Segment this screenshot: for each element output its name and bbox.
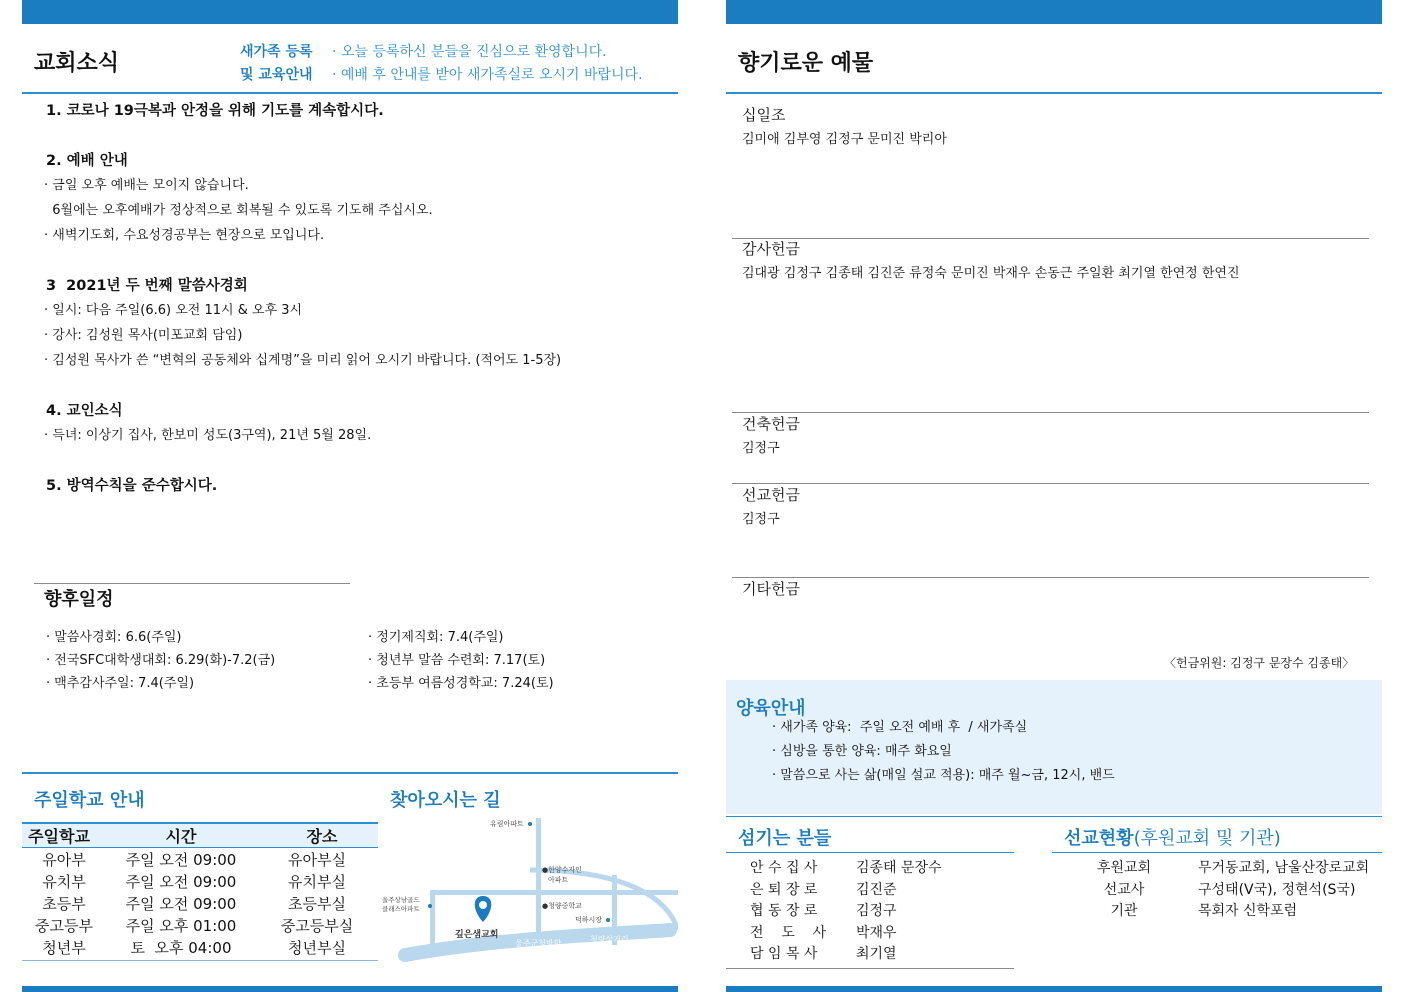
column-header: 장소 xyxy=(306,827,338,846)
map-label: 울주상남골드 xyxy=(382,896,420,904)
schedule-item: · 정기제직회: 7.4(주일) xyxy=(368,630,504,645)
bottom-bar-left xyxy=(22,986,678,992)
news-heading-5: 5. 방역수칙을 준수합시다. xyxy=(46,478,218,494)
map-church-label: 깊은샘교회 xyxy=(455,930,499,940)
offering-label: 건축헌금 xyxy=(742,415,800,433)
newcomer-line-2: · 예배 후 안내를 받아 새가족실로 오시기 바랍니다. xyxy=(332,67,643,83)
servants-list xyxy=(750,858,942,966)
schedule-item: · 초등부 여름성경학교: 7.24(토) xyxy=(368,676,554,691)
sunday-school-table xyxy=(22,824,378,847)
map-label: 울주군청방향 xyxy=(515,939,562,948)
servants-underline xyxy=(726,852,1014,853)
table-cell: 주일 오전 09:00 xyxy=(125,872,237,891)
table-cell: 주일 오전 09:00 xyxy=(125,850,237,869)
nurture-item: · 새가족 양육: 주일 오전 예배 후 / 새가족실 xyxy=(772,720,1028,735)
mission-value: 목회자 신학포럼 xyxy=(1198,903,1298,919)
servant-role: 안 수 집 사 xyxy=(750,860,818,876)
table-cell: 유아부실 xyxy=(288,850,346,869)
servant-role: 은 퇴 장 로 xyxy=(750,881,818,898)
servant-name: 김정구 xyxy=(856,903,897,919)
mission-value: 구성태(V국), 정현석(S국) xyxy=(1198,881,1356,898)
mission-list xyxy=(1080,858,1369,923)
mission-type: 후원교회 xyxy=(1096,860,1152,876)
offering-label: 감사헌금 xyxy=(742,240,800,258)
table-cell: 유치부 xyxy=(42,872,86,891)
map-label: 덕하시장 xyxy=(575,916,603,924)
map-label: 유림아파트 xyxy=(490,820,524,828)
lower-rule-left xyxy=(22,772,678,774)
page-title: 교회소식 xyxy=(34,51,120,76)
mission-row xyxy=(1080,880,1369,902)
news-heading-3: 3 2021년 두 번째 말씀사경회 xyxy=(46,278,248,294)
mission-title-main: 선교현황 xyxy=(1064,828,1134,849)
schedule-item: · 말씀사경회: 6.6(주일) xyxy=(46,630,182,645)
location-map xyxy=(380,810,678,970)
map-label: ●한양수자인 xyxy=(542,866,582,874)
schedule-rule xyxy=(34,583,350,584)
newcomer-label xyxy=(240,41,313,87)
offering-divider xyxy=(732,577,1369,578)
schedule-item: · 전국SFC대학생대회: 6.29(화)-7.2(금) xyxy=(46,653,276,668)
offering-title: 향기로운 예물 xyxy=(738,51,874,76)
table-cell: 중고등부 xyxy=(35,916,93,935)
nurture-item: · 심방을 통한 양육: 매주 화요일 xyxy=(772,744,952,759)
offering-names: 김미애 김부영 김정구 문미진 박리아 xyxy=(742,132,947,147)
mission-type: 선교사 xyxy=(1103,881,1145,898)
schedule-title: 향후일정 xyxy=(44,589,114,610)
map-label: 클래스아파트 xyxy=(382,905,420,913)
news-line: · 득녀: 이상기 집사, 한보미 성도(3구역), 21년 5월 28일. xyxy=(44,428,372,443)
servant-role: 협 동 장 로 xyxy=(750,903,818,919)
table-cell: 초등부실 xyxy=(288,894,346,913)
servant-name: 최기열 xyxy=(856,946,897,962)
table-cell: 중고등부실 xyxy=(280,916,354,935)
table-cell: 유아부 xyxy=(42,850,86,869)
map-title: 찾아오시는 길 xyxy=(390,790,501,811)
newcomer-text xyxy=(332,41,643,87)
map-label: 청량삼거리 xyxy=(590,935,629,944)
offering-names: 김대광 김정구 김종태 김진준 류정숙 문미진 박재우 손동근 주일환 최기열 한연정 한연진 xyxy=(742,266,1240,281)
sunday-school-rows xyxy=(22,848,378,958)
news-list xyxy=(46,99,666,498)
mission-title-suffix: (후원교회 및 기관) xyxy=(1133,828,1281,849)
news-line: · 새벽기도회, 수요성경공부는 현장으로 모입니다. xyxy=(44,228,325,243)
mission-row xyxy=(1080,901,1369,923)
servants-title: 섬기는 분들 xyxy=(738,828,832,849)
news-heading-2: 2. 예배 안내 xyxy=(46,153,128,169)
servant-row xyxy=(750,858,942,880)
table-cell: 주일 오전 09:00 xyxy=(125,894,237,913)
schedule-left-list xyxy=(46,626,275,695)
sunday-school-title: 주일학교 안내 xyxy=(34,790,145,811)
offering-label: 기타헌금 xyxy=(742,580,800,598)
mission-title xyxy=(1064,824,1281,850)
table-row xyxy=(22,870,378,892)
news-line: · 강사: 김성원 목사(미포교회 담임) xyxy=(44,328,243,343)
table-cell: 유치부실 xyxy=(288,872,346,891)
title-rule-right xyxy=(726,92,1382,94)
map-label: 아파트 xyxy=(548,876,569,884)
map-label: ●청량중학교 xyxy=(542,902,582,910)
schedule-item: · 청년부 말씀 수련회: 7.17(토) xyxy=(368,653,546,668)
table-cell: 토 오후 04:00 xyxy=(130,938,232,957)
schedule-item: · 맥추감사주일: 7.4(주일) xyxy=(46,676,195,691)
servant-name: 김진준 xyxy=(856,881,897,898)
top-bar-left xyxy=(22,0,678,24)
news-line: 6월에는 오후예배가 정상적으로 회복될 수 있도록 기도해 주십시오. xyxy=(44,203,433,218)
servants-rule xyxy=(726,816,1382,817)
column-header: 주일학교 xyxy=(28,827,90,846)
sunday-school-table-wrap xyxy=(22,822,378,961)
servant-name: 김종태 문장수 xyxy=(856,860,942,876)
top-bar-right xyxy=(726,0,1382,24)
table-row xyxy=(22,936,378,958)
news-line: · 금일 오후 예배는 모이지 않습니다. xyxy=(44,178,249,193)
nurture-list xyxy=(772,716,1115,788)
news-line: · 일시: 다음 주일(6.6) 오전 11시 & 오후 3시 xyxy=(44,303,303,318)
table-cell: 청년부실 xyxy=(288,938,346,957)
table-cell: 주일 오후 01:00 xyxy=(125,916,237,935)
bottom-bar-right xyxy=(726,986,1382,992)
servant-row xyxy=(750,901,942,923)
servants-bottom xyxy=(726,968,1014,969)
offering-label: 선교헌금 xyxy=(742,486,800,504)
nurture-title: 양육안내 xyxy=(736,698,806,719)
offering-divider xyxy=(732,412,1369,413)
column-header: 시간 xyxy=(165,827,197,846)
offering-names: 김정구 xyxy=(742,441,780,456)
table-cell: 청년부 xyxy=(42,938,86,957)
offering-label: 십일조 xyxy=(742,106,786,124)
schedule-right-list xyxy=(368,626,554,695)
newcomer-label-1: 새가족 등록 xyxy=(240,44,313,60)
offering-divider xyxy=(732,238,1369,239)
offering-names: 김정구 xyxy=(742,512,780,527)
table-row xyxy=(22,892,378,914)
mission-row xyxy=(1080,858,1369,880)
nurture-item: · 말씀으로 사는 삶(매일 설교 적용): 매주 월~금, 12시, 밴드 xyxy=(772,768,1115,783)
newcomer-label-2: 및 교육안내 xyxy=(240,67,313,83)
nurture-panel xyxy=(726,680,1382,814)
servant-row xyxy=(750,880,942,902)
mission-value: 무거동교회, 남울산장로교회 xyxy=(1198,860,1370,876)
table-row xyxy=(22,914,378,936)
news-heading-4: 4. 교인소식 xyxy=(46,403,123,419)
servant-row xyxy=(750,944,942,966)
servant-name: 박재우 xyxy=(856,924,897,941)
mission-underline xyxy=(1052,852,1382,853)
mission-type: 기관 xyxy=(1110,903,1138,919)
newcomer-line-1: · 오늘 등록하신 분들을 진심으로 환영합니다. xyxy=(332,44,607,60)
table-row xyxy=(22,848,378,870)
news-line: · 김성원 목사가 쓴 “변혁의 공동체와 십계명”을 미리 읽어 오시기 바랍니다. (적어도 1-5장) xyxy=(44,353,562,368)
map-graphic xyxy=(380,810,678,970)
title-rule-left xyxy=(22,92,678,94)
servant-row xyxy=(750,923,942,945)
servant-role: 담 임 목 사 xyxy=(750,946,818,962)
table-cell: 초등부 xyxy=(42,894,86,913)
offering-committee: 〈헌금위원: 김정구 문장수 김종태〉 xyxy=(1164,656,1355,670)
offering-divider xyxy=(732,483,1369,484)
servant-role: 전 도 사 xyxy=(750,924,827,941)
news-heading-1: 1. 코로나 19극복과 안정을 위해 기도를 계속합시다. xyxy=(46,103,384,119)
